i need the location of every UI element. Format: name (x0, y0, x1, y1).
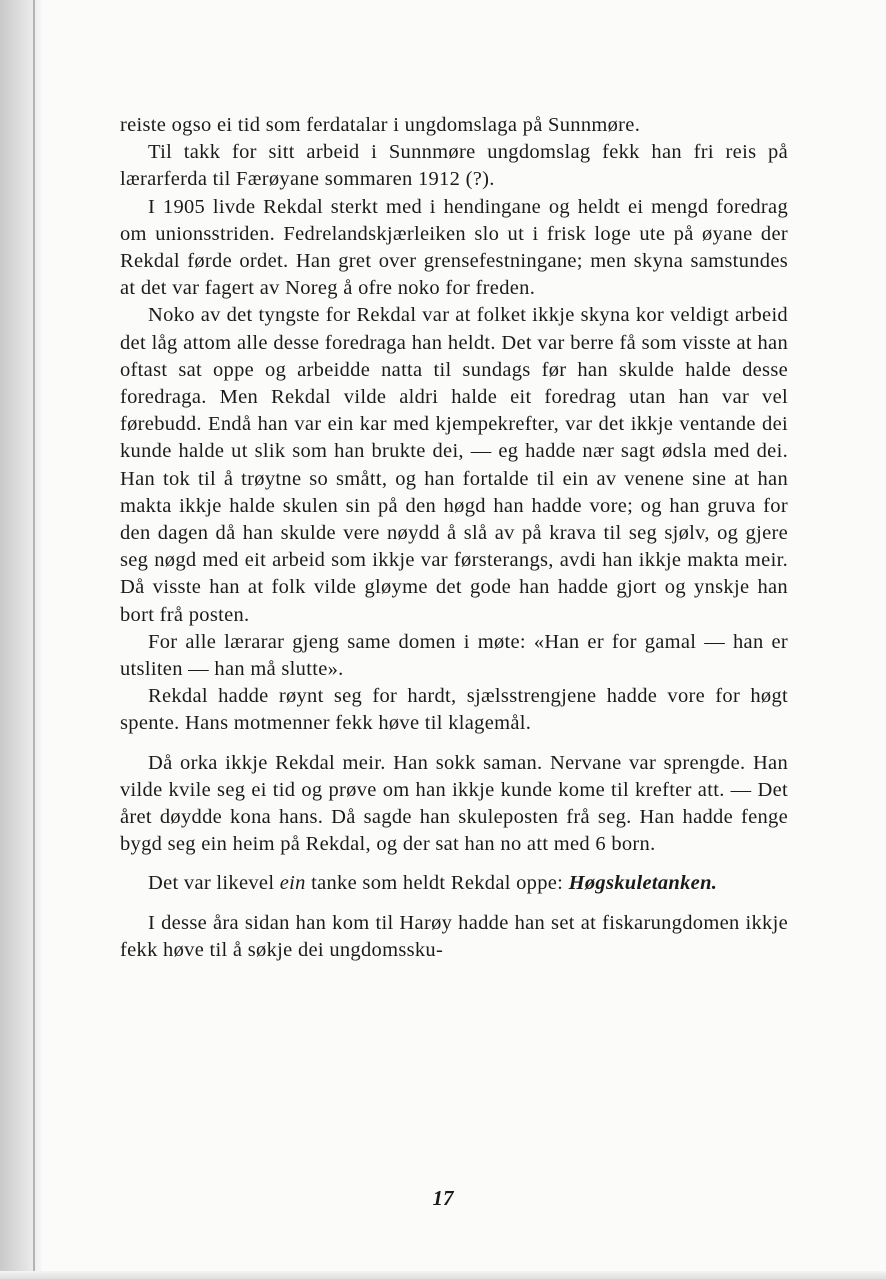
paragraph-continuation: reiste ogso ei tid som ferdatalar i ungdomslaga på Sunnmøre. (120, 114, 641, 136)
paragraph-faroe-trip: Til takk for sitt arbeid i Sunnmøre ungdomslag fekk han fri reis på lærarferda til Færøyane sommaren 1912 (?). (120, 141, 788, 191)
text-before: Det var likevel (148, 872, 280, 895)
paragraph-heavy-work: Noko av det tyngste for Rekdal var at folket ikkje skyna kor veldigt arbeid det låg attom alle desse foredraga han heldt. Det var berre få som visste at han oftast sat oppe og arbeidde natta til sundags før han skulde halde desse foredraga. Men Rekdal vilde aldri halde eit foredrag utan han var vel førebudd. Endå han var ein kar med kjempekrefter, var det ikkje ventande dei kunde halde ut slik som han brukte dei, — eg hadde nær sagt ødsla med dei. Han tok til å trøytne so smått, og han fortalde til ein av venene sine at han makta ikkje halde skulen sin på den høgd han hadde vore; og han gruva for den dagen då han skulde vere nøydd å slå av på krava til seg sjølv, og gjere seg nøgd med eit arbeid som ikkje var førsterangs, avdi han ikkje makta meir. Då visste han at folk vilde gløyme det gode han hadde gjort og ynskje han bort frå posten. (120, 304, 788, 626)
page-number: 17 (432, 1186, 454, 1210)
paragraph-collapse: Då orka ikkje Rekdal meir. Han sokk saman. Nervane var sprengde. Han vilde kvile seg ei tid og prøve om han ikkje kunde kome til krefter att. — Det året døydde kona hans. Då sagde han skuleposten frå seg. Han hadde fenge bygd seg ein heim på Rekdal, og der sat han no att med 6 born. (120, 751, 788, 856)
page-bottom-edge (0, 1271, 886, 1279)
paragraph-folk-high-school-idea (120, 870, 788, 897)
paragraph-teachers-verdict: For alle lærarar gjeng same domen i møte: «Han er for gamal — han er utsliten — han må slutte». (120, 630, 788, 681)
emphasis-ein: ein (279, 872, 306, 895)
binding-shadow (0, 0, 42, 1279)
body-text (120, 112, 788, 964)
text-middle: tanke som heldt Rekdal oppe: (305, 872, 569, 895)
paragraph-too-hard: Rekdal hadde røynt seg for hardt, sjælsstrengjene hadde vore for høgt spente. Hans motmenner fekk høve til klagemål. (120, 685, 788, 735)
emphasis-hogskuletanken: Høgskuletanken. (568, 872, 718, 895)
paragraph-fisher-youth: I desse åra sidan han kom til Harøy hadde han set at fiskarungdomen ikkje fekk høve til å søkje dei ungdomssku- (120, 911, 788, 961)
paragraph-1905-union: I 1905 livde Rekdal sterkt med i hendingane og heldt ei mengd foredrag om unionsstriden. Fedrelandskjærleiken slo ut i frisk loge ute på øyane der Rekdal førde ordet. Han gret over grensefestningane; men skyna samstundes at det var fagert av Noreg å ofre noko for freden. (120, 195, 788, 300)
page-edge-line (33, 0, 35, 1279)
